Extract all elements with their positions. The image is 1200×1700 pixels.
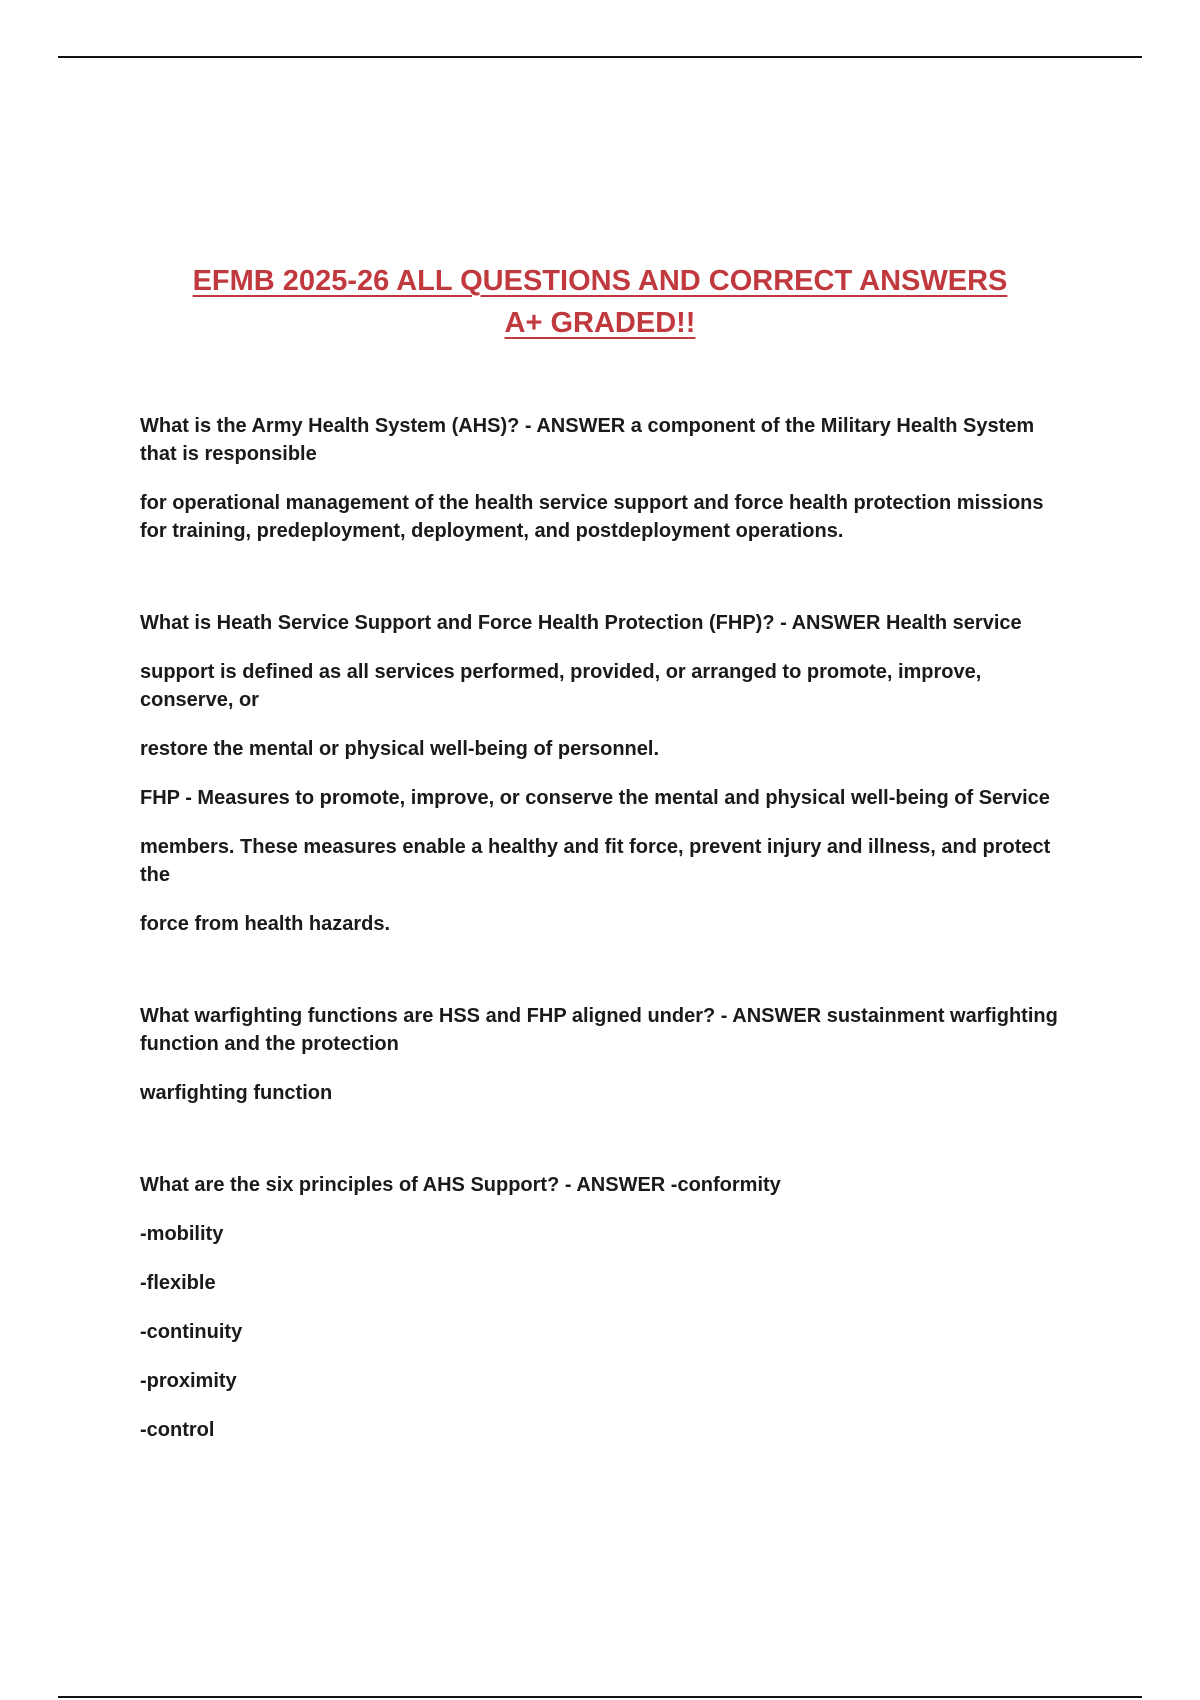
title-line-1: EFMB 2025-26 ALL QUESTIONS AND CORRECT ANSWERS [192,265,1008,297]
document-title [130,260,1070,344]
qa-paragraph: members. These measures enable a healthy and fit force, prevent injury and illness, and protect the [140,836,1051,886]
qa-paragraph: What is the Army Health System (AHS)? - ANSWER a component of the Military Health System that is responsible [140,415,1035,465]
qa-list [140,412,1060,1465]
qa-paragraph: support is defined as all services performed, provided, or arranged to promote, improve, conserve, or [140,661,982,711]
qa-paragraph: FHP - Measures to promote, improve, or conserve the mental and physical well-being of Service [140,787,1050,809]
qa-block-warfighting [140,1002,1060,1107]
qa-block-principles [140,1171,1060,1444]
qa-list-item: -control [140,1419,215,1441]
qa-paragraph: What warfighting functions are HSS and FHP aligned under? - ANSWER sustainment warfighting function and the protection [140,1005,1058,1055]
qa-paragraph: force from health hazards. [140,913,391,935]
qa-list-item: -continuity [140,1321,243,1343]
qa-list-item: -mobility [140,1223,224,1245]
qa-paragraph: What are the six principles of AHS Support? - ANSWER -conformity [140,1174,781,1196]
header-rule [58,56,1142,58]
qa-list-item: -flexible [140,1272,216,1294]
qa-paragraph: for operational management of the health service support and force health protection missions for training, predeployment, deployment, and postdeployment operations. [140,492,1044,542]
qa-list-item: -proximity [140,1370,237,1392]
title-line-2: A+ GRADED!! [504,307,696,339]
qa-paragraph: warfighting function [140,1082,333,1104]
qa-block-hss-fhp [140,609,1060,938]
qa-block-ahs [140,412,1060,545]
qa-paragraph: restore the mental or physical well-being of personnel. [140,738,660,760]
qa-paragraph: What is Heath Service Support and Force Health Protection (FHP)? - ANSWER Health service [140,612,1022,634]
footer-rule [58,1696,1142,1698]
